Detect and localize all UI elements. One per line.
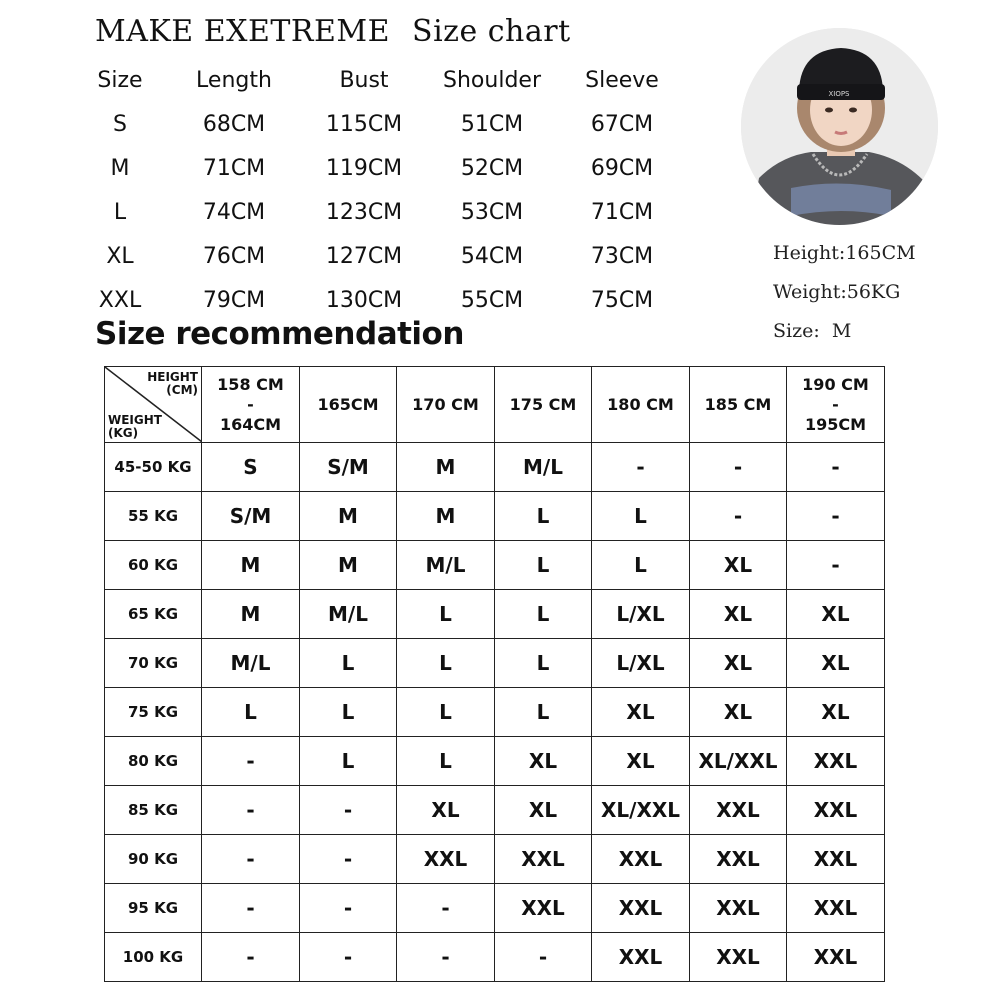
- cell: 52CM: [460, 155, 524, 181]
- cell: 51CM: [460, 111, 524, 137]
- weight-axis-label: WEIGHT (KG): [108, 413, 162, 440]
- size-cell: XXL: [495, 835, 592, 884]
- brand-name: MAKE EXETREME: [95, 14, 391, 49]
- size-cell: XL: [690, 639, 787, 688]
- height-axis-label: HEIGHT (CM): [147, 370, 198, 397]
- model-illustration: [741, 28, 938, 225]
- header-length: Length: [196, 67, 272, 93]
- cell: XXL: [98, 287, 142, 313]
- cell: 71CM: [590, 199, 654, 225]
- recommendation-title: Size recommendation: [95, 316, 464, 352]
- cell: S: [113, 111, 127, 137]
- size-chart: [72, 58, 732, 322]
- size-cell: L: [202, 688, 300, 737]
- cell: 79CM: [202, 287, 266, 313]
- cell: M: [110, 155, 130, 181]
- cell: 75CM: [590, 287, 654, 313]
- size-cell: XXL: [690, 933, 787, 982]
- size-cell: M: [300, 541, 397, 590]
- size-cell: L: [592, 492, 690, 541]
- size-cell: M/L: [495, 443, 592, 492]
- size-cell: -: [300, 835, 397, 884]
- size-cell: M/L: [300, 590, 397, 639]
- height-header: 175 CM: [495, 367, 592, 443]
- size-cell: M: [397, 443, 495, 492]
- size-cell: L: [495, 688, 592, 737]
- header-bust: Bust: [339, 67, 389, 93]
- size-cell: -: [787, 541, 885, 590]
- weight-cell: 45-50 KG: [105, 443, 202, 492]
- size-cell: -: [202, 884, 300, 933]
- table-row: [105, 443, 885, 492]
- size-cell: -: [397, 884, 495, 933]
- model-size: Size: M: [773, 320, 852, 342]
- table-row: [105, 688, 885, 737]
- size-cell: -: [202, 786, 300, 835]
- cell: 68CM: [202, 111, 266, 137]
- size-cell: -: [202, 737, 300, 786]
- size-cell: XL/XXL: [592, 786, 690, 835]
- weight-cell: 80 KG: [105, 737, 202, 786]
- cell: 123CM: [325, 199, 403, 225]
- size-cell: M: [397, 492, 495, 541]
- size-cell: XXL: [690, 786, 787, 835]
- header-sleeve: Sleeve: [585, 67, 659, 93]
- table-row: [105, 737, 885, 786]
- size-cell: -: [202, 933, 300, 982]
- table-row: [105, 541, 885, 590]
- model-info: [773, 240, 916, 357]
- size-cell: S/M: [300, 443, 397, 492]
- size-cell: XL: [787, 688, 885, 737]
- size-cell: -: [690, 443, 787, 492]
- header-shoulder: Shoulder: [443, 67, 541, 93]
- size-cell: L: [495, 541, 592, 590]
- size-chart-row: [72, 102, 732, 146]
- size-cell: XXL: [787, 786, 885, 835]
- size-recommendation-table: [104, 366, 885, 982]
- size-cell: S: [202, 443, 300, 492]
- cell: 119CM: [325, 155, 403, 181]
- size-cell: XL: [690, 541, 787, 590]
- size-cell: L: [495, 492, 592, 541]
- cell: 76CM: [202, 243, 266, 269]
- model-weight: Weight:56KG: [773, 281, 901, 303]
- cell: 130CM: [325, 287, 403, 313]
- size-chart-row: [72, 146, 732, 190]
- size-cell: M: [202, 541, 300, 590]
- table-row: [105, 590, 885, 639]
- weight-cell: 70 KG: [105, 639, 202, 688]
- table-row: [105, 835, 885, 884]
- size-cell: XL: [592, 737, 690, 786]
- size-cell: L: [397, 639, 495, 688]
- size-cell: XXL: [690, 835, 787, 884]
- size-cell: XL: [495, 737, 592, 786]
- size-cell: XXL: [787, 884, 885, 933]
- size-cell: XXL: [592, 835, 690, 884]
- size-chart-row: [72, 234, 732, 278]
- page-title: [95, 14, 571, 49]
- size-cell: -: [300, 884, 397, 933]
- size-cell: L: [397, 590, 495, 639]
- size-chart-row: [72, 190, 732, 234]
- title-label: Size chart: [412, 14, 571, 49]
- size-cell: S/M: [202, 492, 300, 541]
- weight-cell: 60 KG: [105, 541, 202, 590]
- size-cell: XXL: [690, 884, 787, 933]
- size-cell: XL: [690, 590, 787, 639]
- size-cell: L: [495, 639, 592, 688]
- size-cell: XL: [397, 786, 495, 835]
- cell: 74CM: [202, 199, 266, 225]
- size-cell: -: [690, 492, 787, 541]
- cell: 67CM: [590, 111, 654, 137]
- table-row: [105, 786, 885, 835]
- size-cell: XL: [787, 639, 885, 688]
- corner-cell: [105, 367, 202, 443]
- size-cell: XL: [495, 786, 592, 835]
- size-cell: XXL: [397, 835, 495, 884]
- size-cell: M: [202, 590, 300, 639]
- weight-cell: 100 KG: [105, 933, 202, 982]
- table-row: [105, 639, 885, 688]
- cell: L: [113, 199, 127, 225]
- size-cell: -: [300, 933, 397, 982]
- cell: 73CM: [590, 243, 654, 269]
- weight-cell: 90 KG: [105, 835, 202, 884]
- weight-cell: 75 KG: [105, 688, 202, 737]
- table-row: [105, 933, 885, 982]
- height-header: 170 CM: [397, 367, 495, 443]
- size-cell: XL/XXL: [690, 737, 787, 786]
- size-cell: L/XL: [592, 590, 690, 639]
- model-height: Height:165CM: [773, 242, 916, 264]
- cell: 55CM: [460, 287, 524, 313]
- header-size: Size: [97, 67, 143, 93]
- size-cell: L/XL: [592, 639, 690, 688]
- cell: 54CM: [460, 243, 524, 269]
- size-cell: -: [592, 443, 690, 492]
- weight-cell: 95 KG: [105, 884, 202, 933]
- size-cell: M/L: [202, 639, 300, 688]
- size-cell: -: [787, 443, 885, 492]
- size-cell: L: [592, 541, 690, 590]
- size-cell: XL: [690, 688, 787, 737]
- beanie-label: XIOPS: [828, 90, 850, 98]
- height-header: 190 CM - 195CM: [787, 367, 885, 443]
- size-cell: XXL: [592, 933, 690, 982]
- size-cell: -: [495, 933, 592, 982]
- table-row: [105, 884, 885, 933]
- size-cell: M: [300, 492, 397, 541]
- cell: XL: [106, 243, 134, 269]
- size-cell: -: [397, 933, 495, 982]
- cell: 53CM: [460, 199, 524, 225]
- cell: 69CM: [590, 155, 654, 181]
- height-header: 185 CM: [690, 367, 787, 443]
- size-cell: M/L: [397, 541, 495, 590]
- size-cell: XXL: [787, 933, 885, 982]
- table-row: [105, 492, 885, 541]
- size-cell: -: [202, 835, 300, 884]
- size-cell: L: [397, 737, 495, 786]
- size-cell: L: [495, 590, 592, 639]
- height-header: 180 CM: [592, 367, 690, 443]
- height-header: 165CM: [300, 367, 397, 443]
- cell: 127CM: [325, 243, 403, 269]
- model-photo: [741, 28, 938, 225]
- size-cell: L: [300, 737, 397, 786]
- size-cell: L: [300, 688, 397, 737]
- size-cell: -: [787, 492, 885, 541]
- weight-cell: 55 KG: [105, 492, 202, 541]
- size-cell: XXL: [787, 835, 885, 884]
- size-cell: XXL: [787, 737, 885, 786]
- size-cell: XL: [592, 688, 690, 737]
- size-cell: XL: [787, 590, 885, 639]
- size-cell: -: [300, 786, 397, 835]
- size-cell: XXL: [592, 884, 690, 933]
- weight-cell: 85 KG: [105, 786, 202, 835]
- size-cell: XXL: [495, 884, 592, 933]
- cell: 71CM: [202, 155, 266, 181]
- size-cell: L: [397, 688, 495, 737]
- size-cell: L: [300, 639, 397, 688]
- size-chart-header: [72, 58, 732, 102]
- table-header-row: [105, 367, 885, 443]
- weight-cell: 65 KG: [105, 590, 202, 639]
- cell: 115CM: [325, 111, 403, 137]
- height-header: 158 CM - 164CM: [202, 367, 300, 443]
